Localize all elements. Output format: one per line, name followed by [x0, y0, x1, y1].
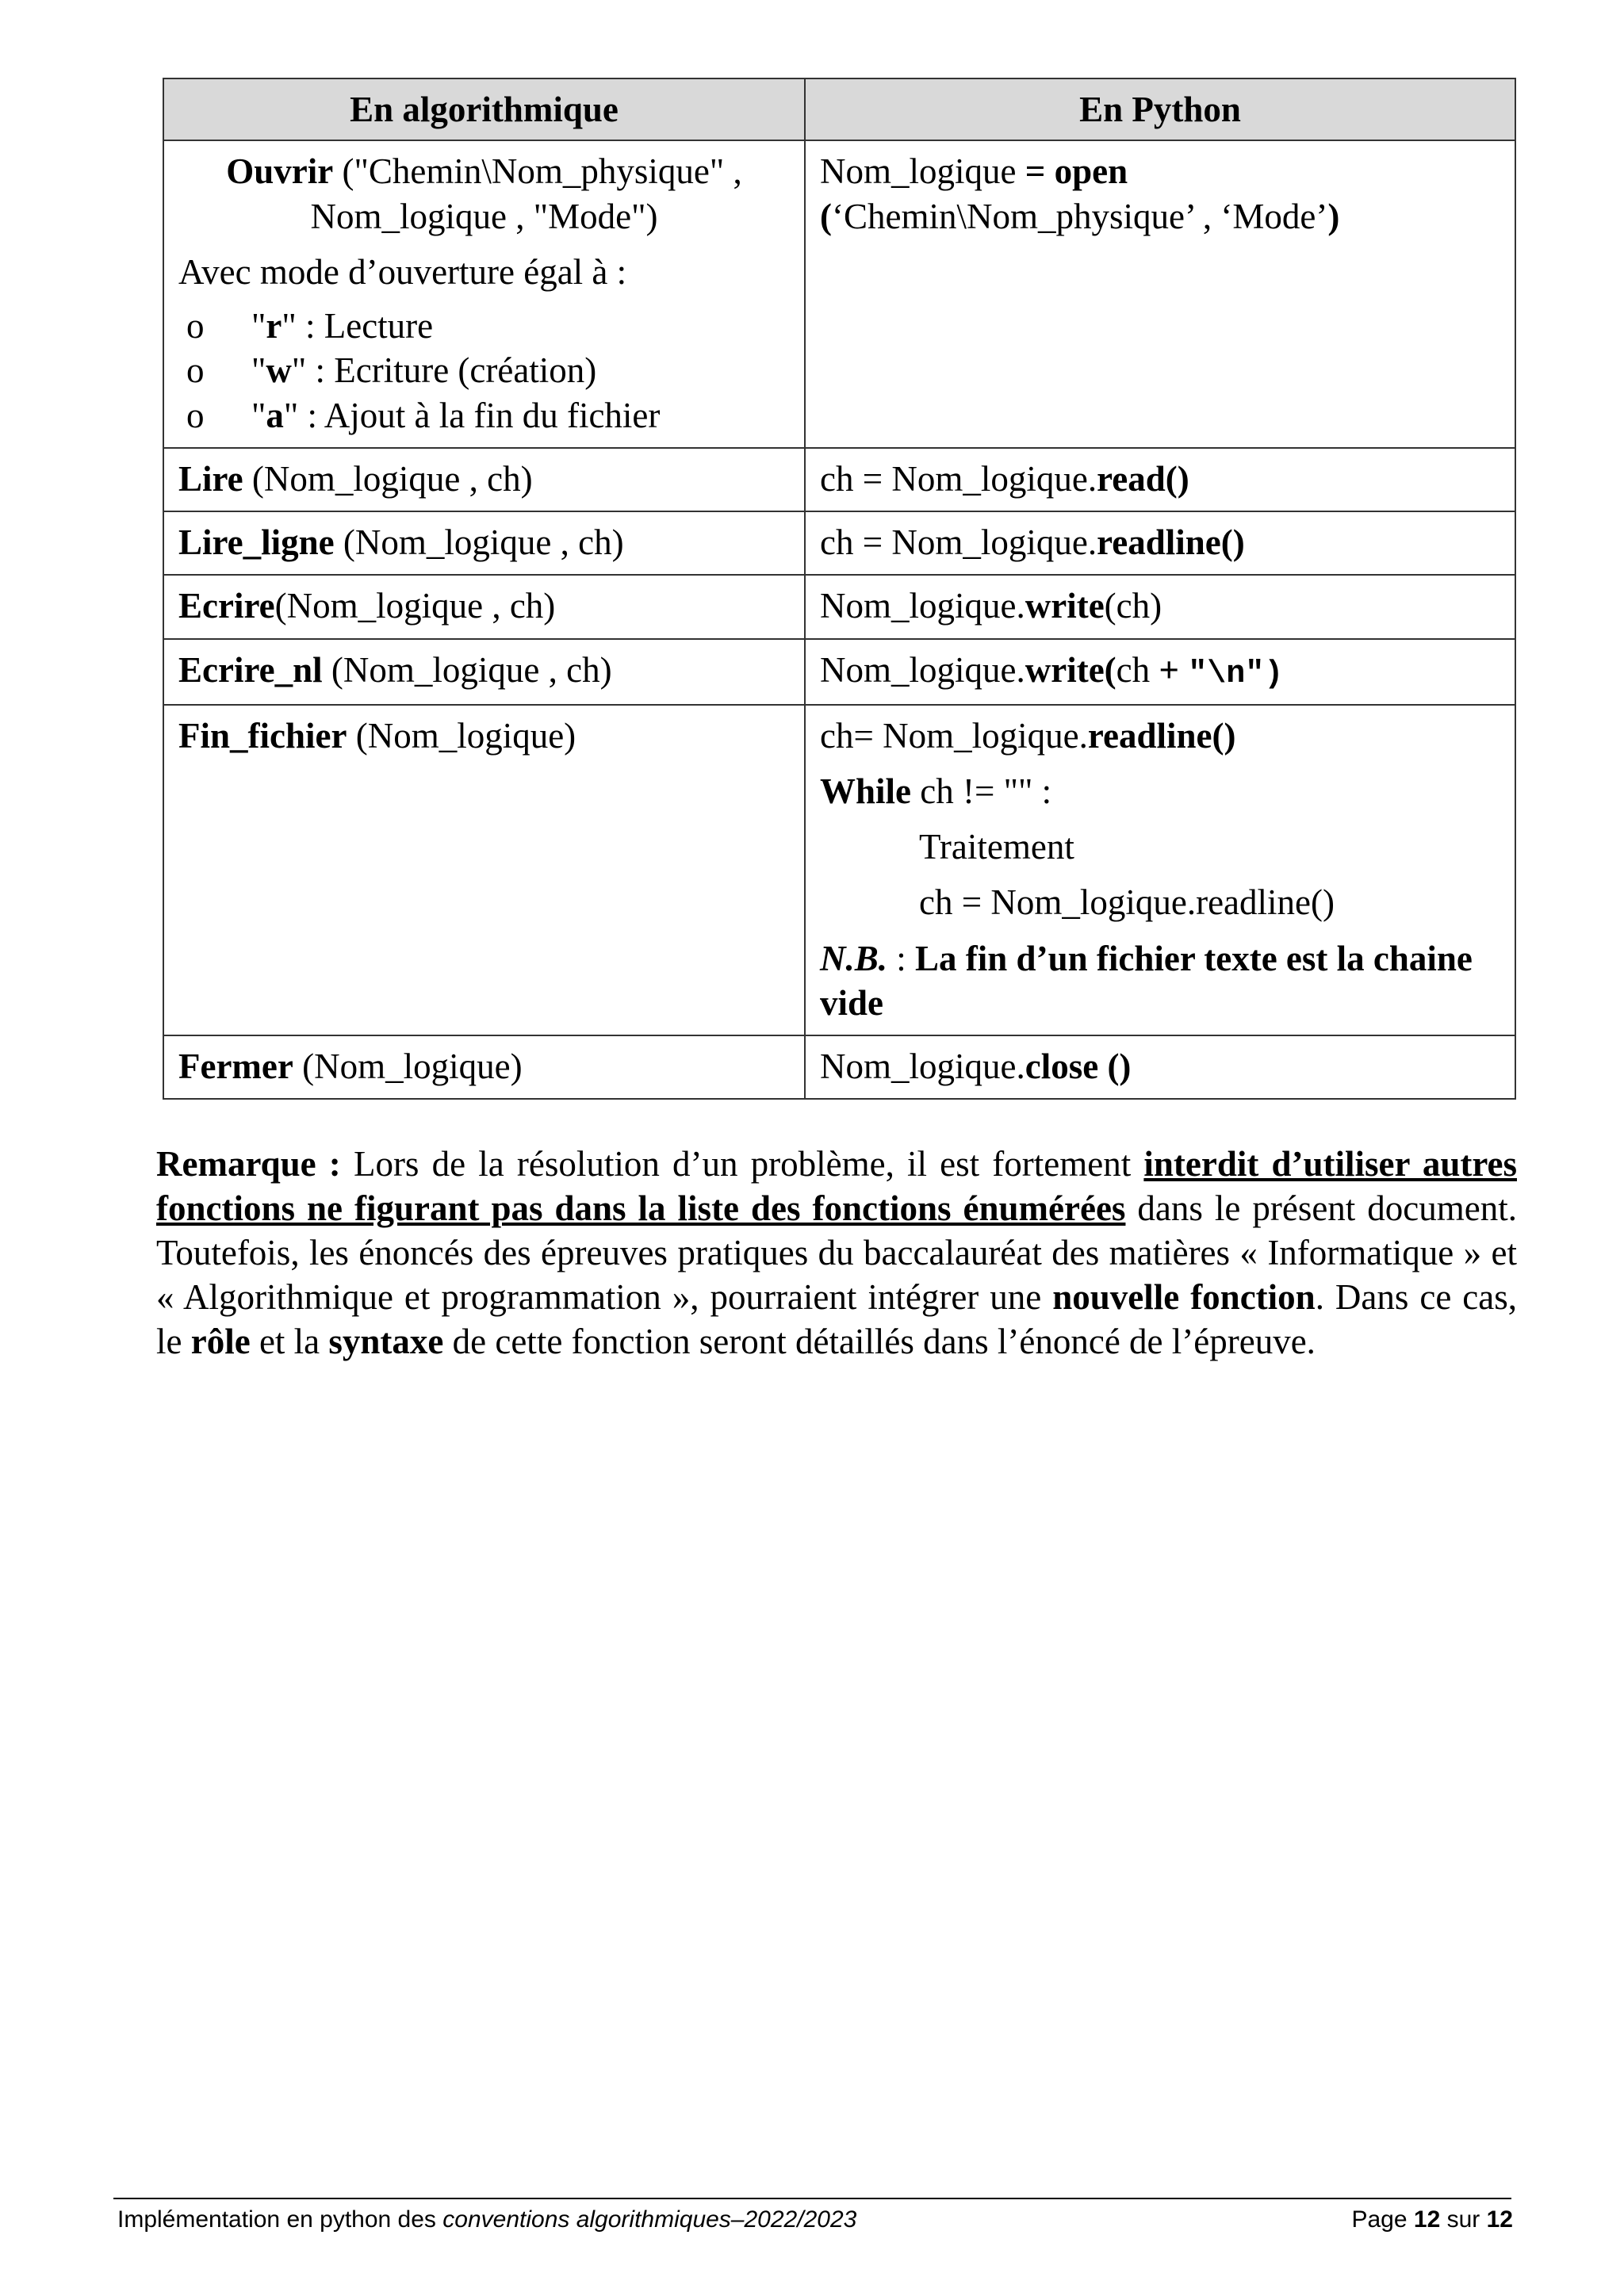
python-open-line1 [820, 149, 1500, 193]
algo-keyword: Lire [178, 458, 243, 499]
cell-algo-ecrire [163, 575, 805, 638]
mode-quote: " [251, 306, 266, 346]
python-paren: ( [820, 196, 832, 236]
algo-keyword: Ecrire [178, 586, 275, 626]
footer-text: Implémentation en python des [117, 2206, 443, 2233]
eof-line-readline-loop: ch = Nom_logique.readline() [919, 882, 1335, 923]
algo-args: (Nom_logique) [347, 715, 576, 756]
ouvrir-keyword: Ouvrir [226, 151, 334, 192]
cell-python-lire [805, 448, 1515, 511]
mode-desc: : Lecture [296, 306, 434, 346]
table-row-ecrire-nl [163, 639, 1515, 705]
mode-desc: : Ajout à la fin du fichier [298, 395, 661, 435]
python-keyword: readline() [1097, 522, 1245, 562]
algo-keyword: Ecrire_nl [178, 649, 323, 690]
current-page: 12 [1413, 2206, 1441, 2233]
algo-keyword: Fin_fichier [178, 715, 347, 756]
bullet-circle-icon: o [186, 306, 205, 346]
mode-desc: : Ecriture (création) [306, 350, 597, 391]
table-row-ecrire [163, 575, 1515, 638]
python-keyword: = open [1025, 151, 1128, 192]
ouvrir-mode-list [178, 304, 790, 438]
remark-paragraph [156, 1142, 1517, 1364]
eof-line-while [820, 769, 1500, 813]
cell-algo-ecrire-nl [163, 639, 805, 705]
python-text: ch= Nom_logique. [820, 715, 1088, 756]
table-row-lire-ligne [163, 511, 1515, 575]
algo-args: (Nom_logique , ch) [274, 586, 556, 626]
remark-text: de cette fonction seront détaillés dans l’énoncé de l’épreuve. [443, 1322, 1316, 1361]
python-operator: + [1150, 649, 1189, 690]
table-row-lire [163, 448, 1515, 511]
mode-item-w [186, 348, 790, 392]
python-keyword: write [1025, 586, 1105, 626]
cell-algo-fermer [163, 1035, 805, 1099]
page-word: Page [1351, 2206, 1414, 2233]
remark-text: . Dans ce cas, le [156, 1277, 1517, 1361]
footer-title [117, 2206, 856, 2233]
page-sur: sur [1440, 2206, 1487, 2233]
ouvrir-mode-intro: Avec mode d’ouverture égal à : [178, 251, 627, 292]
algo-args: (Nom_logique , ch) [243, 458, 533, 499]
table-row-ouvrir [163, 140, 1515, 448]
eof-line-traitement: Traitement [919, 827, 1074, 867]
python-keyword: close () [1025, 1047, 1132, 1086]
eof-note [820, 936, 1500, 1026]
python-text: ch = Nom_logique. [820, 458, 1097, 499]
total-pages: 12 [1486, 2206, 1513, 2233]
note-text: La fin d’un fichier texte est la chaine vide [820, 938, 1473, 1023]
page-number [1351, 2206, 1513, 2233]
cell-python-ouvrir [805, 140, 1515, 448]
table-row-fermer [163, 1035, 1515, 1099]
cell-algo-fin-fichier [163, 705, 805, 1036]
remark-text: dans le présent document. Toutefois, les énoncés des épreuves pratiques du baccalauréat des matières « Informatique » et « Algorithmique et programmation », pourraient intégrer une [156, 1188, 1517, 1317]
python-text: Nom_logique [820, 151, 1025, 192]
note-label: N.B. [820, 938, 888, 978]
mode-key: a [266, 395, 284, 435]
algo-keyword: Lire_ligne [178, 522, 335, 562]
python-keyword: While [820, 771, 912, 811]
mode-item-a [186, 393, 790, 438]
algo-args: (Nom_logique , ch) [322, 649, 612, 690]
python-newline-literal: "\n") [1188, 656, 1284, 692]
python-keyword: readline() [1087, 715, 1236, 756]
eof-line-readline [820, 714, 1500, 758]
footer-divider [113, 2198, 1511, 2199]
python-text: ch = Nom_logique. [820, 522, 1097, 562]
remark-underlined: interdit d’utiliser autres fonctions ne figurant pas dans la liste des fonctions énumérées [156, 1144, 1517, 1228]
mode-key: w [266, 350, 292, 391]
header-algorithmique: En algorithmique [163, 78, 805, 140]
cell-algo-lire-ligne [163, 511, 805, 575]
python-open-line2 [820, 194, 1500, 239]
mode-quote: " [283, 395, 299, 435]
python-text: Nom_logique. [820, 586, 1025, 626]
algo-args: (Nom_logique) [293, 1047, 523, 1086]
python-keyword: read() [1097, 458, 1189, 499]
table-row-fin-fichier [163, 705, 1515, 1036]
mode-item-r [186, 304, 790, 348]
cell-python-ecrire [805, 575, 1515, 638]
cell-python-fin-fichier [805, 705, 1515, 1036]
remark-label: Remarque : [156, 1144, 341, 1184]
note-sep: : [887, 938, 916, 978]
table-header-row [163, 78, 1515, 140]
python-args: ch [1116, 649, 1151, 690]
remark-bold: syntaxe [328, 1322, 444, 1361]
cell-algo-ouvrir [163, 140, 805, 448]
cell-python-ecrire-nl [805, 639, 1515, 705]
header-python: En Python [805, 78, 1515, 140]
ouvrir-args-1: ("Chemin\Nom_physique" , [333, 151, 742, 192]
mode-quote: " [251, 395, 266, 435]
conventions-table [163, 78, 1516, 1100]
python-keyword: write( [1025, 649, 1116, 690]
algo-args: (Nom_logique , ch) [334, 522, 624, 562]
python-condition: ch != "" : [911, 771, 1052, 811]
ouvrir-signature-line2: Nom_logique , "Mode") [310, 196, 658, 236]
remark-bold: nouvelle fonction [1052, 1277, 1316, 1317]
remark-text: Lors de la résolution d’un problème, il est fortement [340, 1144, 1144, 1184]
mode-key: r [266, 306, 282, 346]
bullet-circle-icon: o [186, 350, 205, 391]
mode-quote: " [251, 350, 266, 391]
remark-text: et la [250, 1322, 329, 1361]
ouvrir-signature-line1 [178, 149, 790, 193]
python-text: Nom_logique. [820, 649, 1025, 690]
bullet-circle-icon: o [186, 395, 205, 435]
python-args: ‘Chemin\Nom_physique’ , ‘Mode’ [832, 196, 1328, 236]
mode-quote: " [282, 306, 297, 346]
cell-python-fermer [805, 1035, 1515, 1099]
footer-italic: conventions algorithmiques–2022/2023 [442, 2206, 857, 2233]
remark-bold: rôle [190, 1322, 251, 1361]
algo-keyword: Fermer [178, 1047, 293, 1086]
python-paren: ) [1327, 196, 1340, 236]
python-text: Nom_logique. [820, 1047, 1025, 1086]
cell-python-lire-ligne [805, 511, 1515, 575]
python-args: (ch) [1104, 586, 1162, 626]
mode-quote: " [291, 350, 307, 391]
cell-algo-lire [163, 448, 805, 511]
